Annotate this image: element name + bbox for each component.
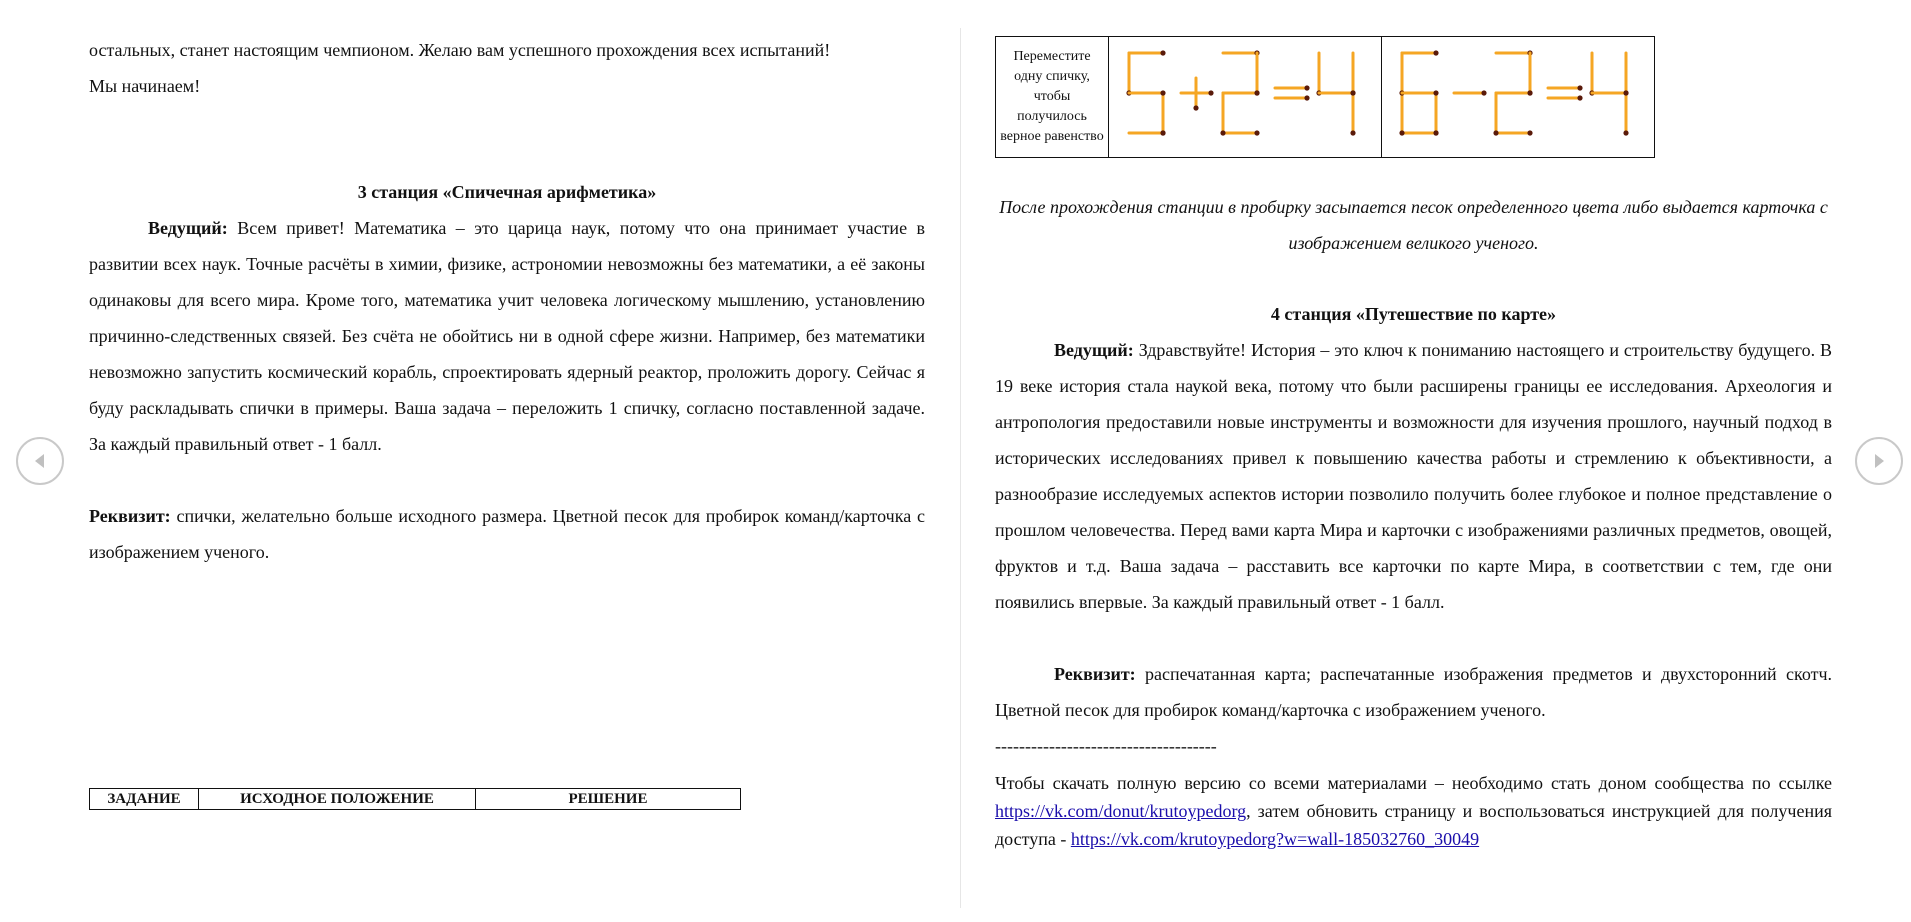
separator: ------------------------------------- — [995, 736, 1217, 756]
digit-2-stick-head — [1527, 130, 1532, 135]
digit-5-stick-head — [1160, 130, 1165, 135]
station3-text: Всем привет! Математика – это царица наук, потому что она принимает участие в развитии всех наук. Точные расчёты в химии, физике, астрономии невозможны без математики, а её законы одинаковы для всего мира. Кроме того, математика учит человека логическому мышлению, установлению причинно-следственных связей. Без счёта не обойтись ни в одной сфере жизни. Например, без математики невозможно запустить космический корабль, спроектировать ядерный реактор, проложить дорогу. Сейчас я буду раскладывать спички в примеры. Ваша задача – переложить 1 спичку, согласно поставленной задаче. За каждый правильный ответ - 1 балл. — [89, 218, 925, 454]
digit-2-stick-head — [1527, 90, 1532, 95]
station4-paragraph — [995, 332, 1832, 620]
props-label: Реквизит: — [89, 506, 171, 526]
equals-stick-head — [1304, 95, 1309, 100]
host-label: Ведущий: — [1054, 340, 1134, 360]
puzzle-instruction: Переместите одну спичку, чтобы получилось верное равенство — [996, 37, 1109, 158]
task-table-header-row — [90, 789, 741, 810]
equals-stick-head — [1304, 85, 1309, 90]
minus-stick-head — [1481, 90, 1486, 95]
puzzle-initial-cell — [1109, 37, 1382, 158]
digit-2-stick-head — [1493, 130, 1498, 135]
equals-stick-head — [1577, 95, 1582, 100]
digit-6-stick-head — [1433, 130, 1438, 135]
station4-props-text: распечатанная карта; распечатанные изображения предметов и двухсторонний скотч. Цветной песок для пробирок команд/карточка с изображением ученого. — [995, 664, 1832, 720]
task-table — [89, 788, 741, 810]
props-text: спички, желательно больше исходного размера. Цветной песок для пробирок команд/карточка с изображением ученого. — [89, 506, 925, 562]
station3-props — [89, 498, 925, 570]
host-label: Ведущий: — [148, 218, 228, 238]
station4-title: 4 станция «Путешествие по карте» — [1270, 304, 1557, 324]
digit-2-stick-head — [1220, 130, 1225, 135]
digit-2-stick-head — [1254, 90, 1259, 95]
prev-page-button[interactable] — [16, 437, 64, 485]
header-initial-position: ИСХОДНОЕ ПОЛОЖЕНИЕ — [199, 789, 476, 810]
header-solution: РЕШЕНИЕ — [476, 789, 741, 810]
plus-stick-head — [1208, 90, 1213, 95]
station4-text-a: Здравствуйте! История – это ключ к пониманию настоящего и строительству будущего — [1133, 340, 1811, 360]
matchstick-equation-solution — [1382, 37, 1654, 157]
digit-6-stick-head — [1399, 130, 1404, 135]
intro-line-2: Мы начинаем! — [89, 76, 201, 96]
station3-title: 3 станция «Спичечная арифметика» — [357, 182, 657, 202]
download-text-1: Чтобы скачать полную версию со всеми материалами – необходимо стать доном сообщества по ссылке — [995, 773, 1832, 793]
equals-stick-head — [1577, 85, 1582, 90]
station4-props — [995, 656, 1832, 728]
donut-link[interactable]: https://vk.com/donut/krutoypedorg — [995, 801, 1247, 821]
download-paragraph — [995, 769, 1832, 853]
wall-link[interactable]: https://vk.com/krutoypedorg?w=wall-185032760_30049 — [1070, 829, 1480, 849]
station4-text-b: . В 19 веке история стала наукой века, потому что были расширены границы ее исследования. Археология и антропология предоставили новые инструменты и возможности для изучения прошлого, научный подход в исторических исследованиях привел к повышению качества работы и стремлению к объективности, а разнообразие исследуемых аспектов истории позволило получить более глубокое и полное представление о прошлом человечества. Перед вами карта Мира и карточки с изображениями различных предметов, овощей, фруктов и т.д. Ваша задача – расставить все карточки по карте Мира, в соответствии с тем, где они появились впервые. За каждый правильный ответ - 1 балл. — [995, 340, 1832, 612]
digit-6-stick-head — [1433, 90, 1438, 95]
matchstick-equation-initial — [1109, 37, 1381, 157]
matchstick-puzzle-table — [995, 36, 1655, 158]
after-station-note: После прохождения станции в пробирку засыпается песок определенного цвета либо выдается карточка с изображением великого ученого. — [999, 197, 1828, 253]
page-divider — [960, 28, 961, 908]
digit-5-stick-head — [1160, 90, 1165, 95]
digit-4-stick-head — [1350, 90, 1355, 95]
next-page-button[interactable] — [1855, 437, 1903, 485]
chevron-left-icon — [30, 451, 50, 471]
digit-4-stick-head — [1623, 130, 1628, 135]
digit-6-stick-head — [1433, 50, 1438, 55]
puzzle-solution-cell — [1382, 37, 1655, 158]
download-text-2: , затем обновить страницу и воспользоваться инструкцией для получения доступа - — [995, 801, 1832, 849]
digit-5-stick-head — [1160, 50, 1165, 55]
digit-4-stick-head — [1350, 130, 1355, 135]
chevron-right-icon — [1869, 451, 1889, 471]
intro-line-1: остальных, станет настоящим чемпионом. Желаю вам успешного прохождения всех испытаний! — [89, 40, 831, 60]
puzzle-row — [996, 37, 1655, 158]
plus-stick-head — [1193, 105, 1198, 110]
station3-paragraph — [89, 210, 925, 462]
digit-4-stick-head — [1623, 90, 1628, 95]
header-task: ЗАДАНИЕ — [90, 789, 199, 810]
props-label: Реквизит: — [1054, 664, 1136, 684]
digit-2-stick-head — [1254, 130, 1259, 135]
